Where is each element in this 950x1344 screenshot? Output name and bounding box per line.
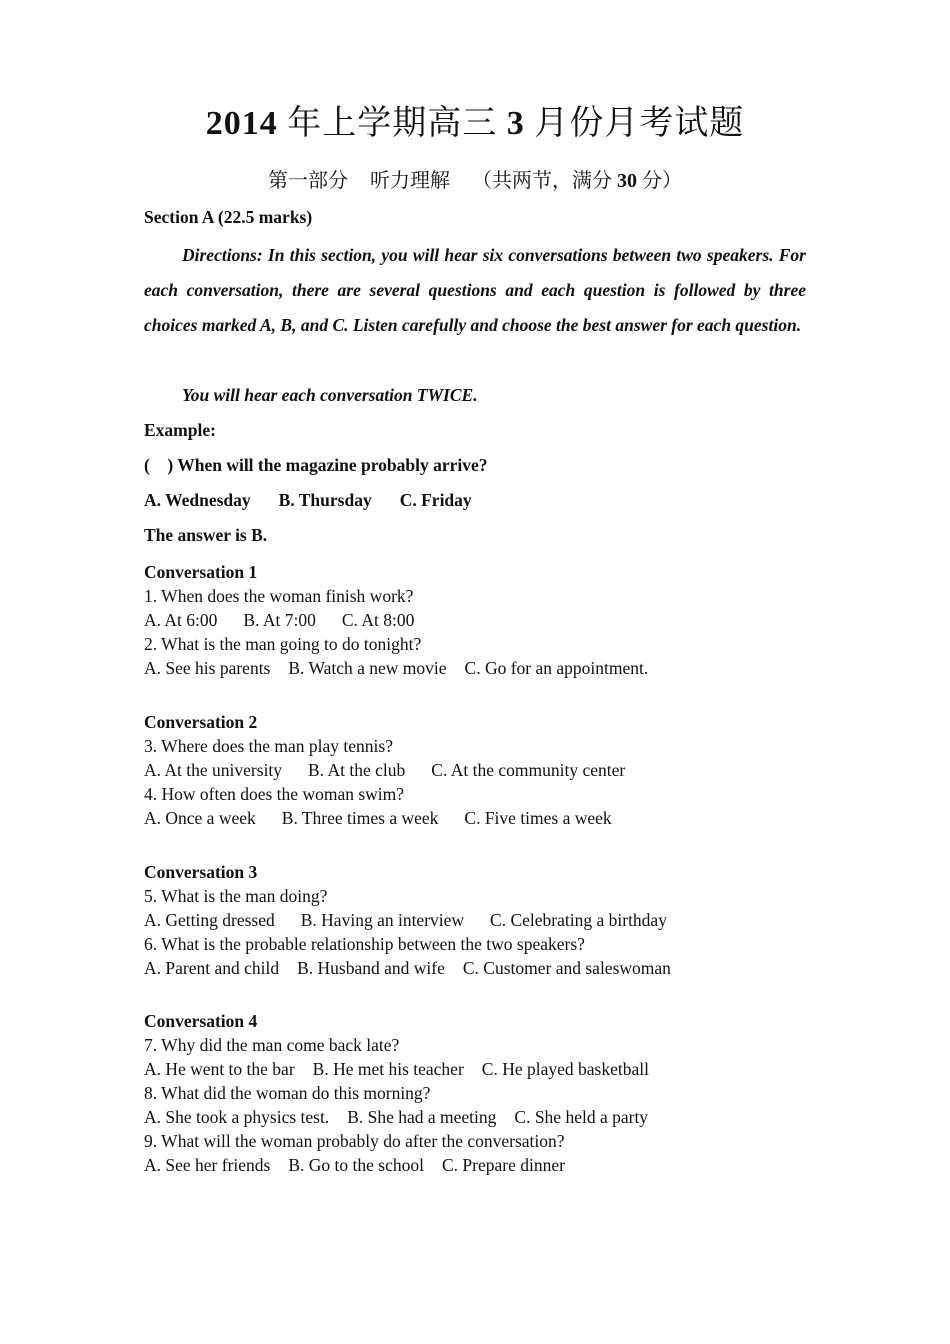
option: A. Parent and child: [144, 958, 280, 978]
twice-note: You will hear each conversation TWICE.: [182, 385, 478, 405]
option: C. Customer and saleswoman: [462, 958, 671, 978]
question-options: [144, 1057, 806, 1081]
conversation-3: [144, 860, 806, 980]
conversation-title: Conversation 3: [144, 862, 258, 882]
option: A. He went to the bar: [144, 1059, 295, 1079]
option: A. At 6:00: [144, 610, 218, 630]
question-options: [144, 1153, 806, 1177]
question: 7. Why did the man come back late?: [144, 1035, 400, 1055]
option: A. See his parents: [144, 658, 271, 678]
example-option: C. Friday: [399, 490, 472, 510]
conversation-title: Conversation 4: [144, 1011, 258, 1031]
question: 8. What did the woman do this morning?: [144, 1083, 431, 1103]
part-subtitle: 第一部分 听力理解 （共两节，满分 30 分）: [268, 170, 682, 192]
example-options: [144, 490, 806, 511]
example-label: Example:: [144, 420, 216, 440]
option: B. Having an interview: [300, 910, 465, 930]
conversation-4: [144, 1009, 806, 1177]
option: B. Go to the school: [288, 1155, 424, 1175]
option: B. He met his teacher: [312, 1059, 464, 1079]
directions-text: Directions: In this section, you will hear six conversations between two speakers. For each conversation, there are several questions and each question is followed by three choices marked A, B, and C. Listen carefully and choose the best answer for each question.: [144, 245, 806, 335]
option: B. Watch a new movie: [288, 658, 447, 678]
question: 6. What is the probable relationship between the two speakers?: [144, 934, 585, 954]
question-options: [144, 806, 806, 830]
option: B. At 7:00: [243, 610, 316, 630]
question: 4. How often does the woman swim?: [144, 784, 405, 804]
question: 5. What is the man doing?: [144, 886, 328, 906]
example-question: ( ) When will the magazine probably arrive?: [144, 455, 488, 475]
option: A. She took a physics test.: [144, 1107, 330, 1127]
option: A. Getting dressed: [144, 910, 275, 930]
example-answer: The answer is B.: [144, 525, 268, 545]
option: C. At the community center: [431, 760, 626, 780]
question-options: [144, 908, 806, 932]
question: 1. When does the woman finish work?: [144, 586, 414, 606]
question-options: [144, 656, 806, 680]
option: B. She had a meeting: [347, 1107, 497, 1127]
option: C. She held a party: [514, 1107, 649, 1127]
option: C. Celebrating a birthday: [490, 910, 667, 930]
option: C. Prepare dinner: [441, 1155, 565, 1175]
option: C. Go for an appointment.: [464, 658, 649, 678]
option: B. Husband and wife: [297, 958, 445, 978]
option: A. At the university: [144, 760, 283, 780]
option: A. Once a week: [144, 808, 256, 828]
example-option: B. Thursday: [278, 490, 372, 510]
question-options: [144, 758, 806, 782]
question-options: [144, 956, 806, 980]
conversation-title: Conversation 2: [144, 712, 258, 732]
question-options: [144, 608, 806, 632]
section-heading: Section A (22.5 marks): [144, 207, 313, 227]
option: C. Five times a week: [464, 808, 612, 828]
conversation-title: Conversation 1: [144, 562, 258, 582]
option: C. At 8:00: [341, 610, 415, 630]
question: 3. Where does the man play tennis?: [144, 736, 393, 756]
conversation-1: [144, 560, 806, 680]
option: C. He played basketball: [481, 1059, 649, 1079]
question: 9. What will the woman probably do after the conversation?: [144, 1131, 565, 1151]
option: B. Three times a week: [281, 808, 439, 828]
page-title: 2014 年上学期高三 3 月份月考试题: [205, 105, 745, 142]
conversation-2: [144, 710, 806, 830]
option: B. At the club: [308, 760, 406, 780]
question-options: [144, 1105, 806, 1129]
example-option: A. Wednesday: [144, 490, 251, 510]
question: 2. What is the man going to do tonight?: [144, 634, 422, 654]
option: A. See her friends: [144, 1155, 271, 1175]
